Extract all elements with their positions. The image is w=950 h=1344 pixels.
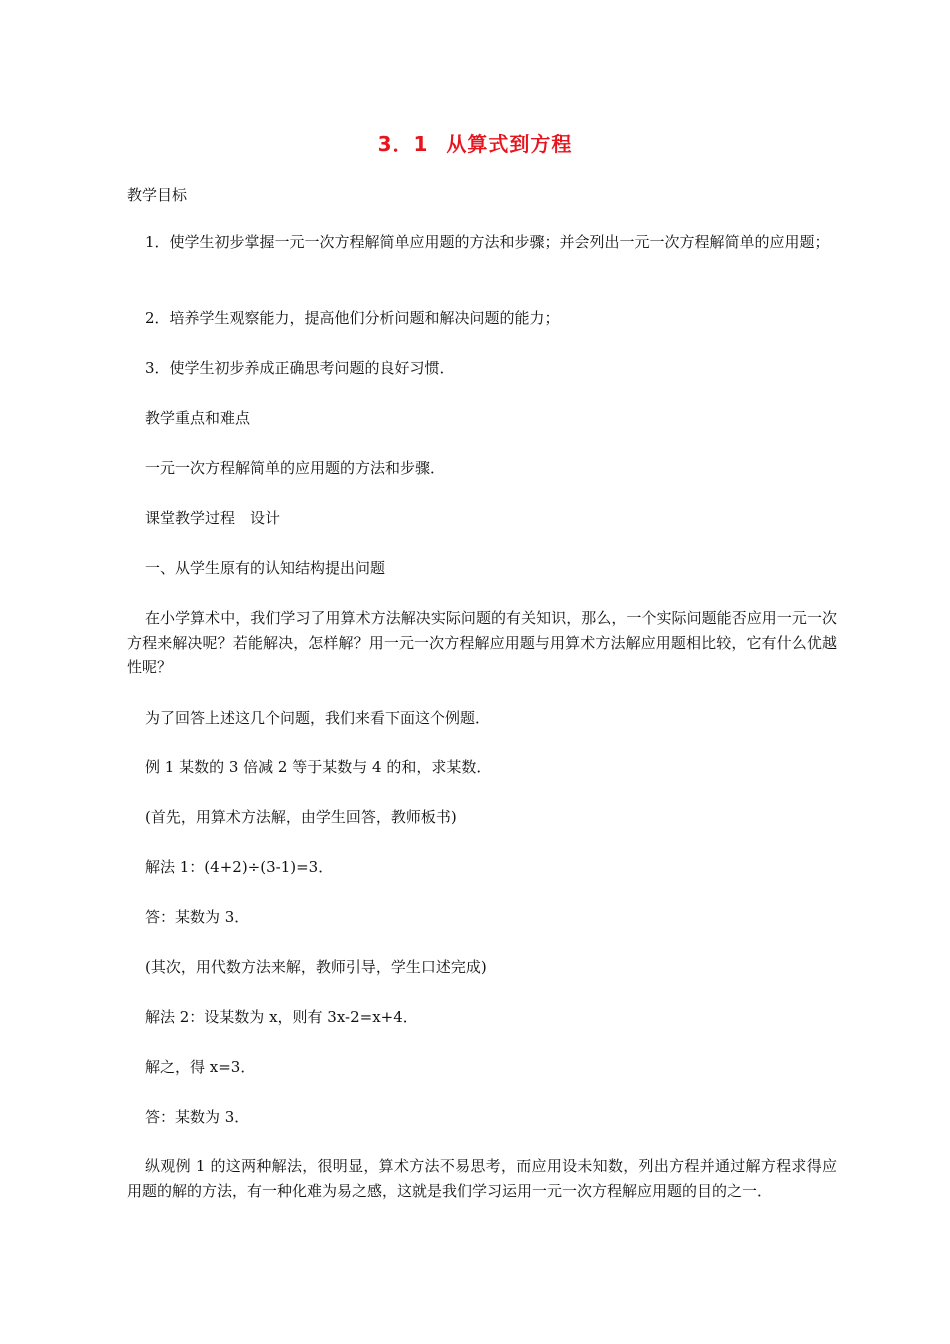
conclusion-paragraph: 纵观例 1 的这两种解法，很明显，算术方法不易思考，而应用设未知数，列出方程并通过解方程求得应用题的解的方法，有一种化难为易之感，这就是我们学习运用一元一次方程解应用题的目的之一． [127, 1157, 837, 1200]
heading-class-process: 课堂教学过程 设计 [145, 509, 281, 527]
title-text: 从算式到方程 [446, 132, 573, 156]
answer-2: 答：某数为 3． [145, 1108, 250, 1126]
page-title [0, 128, 950, 157]
solution-2: 解法 2：设某数为 x，则有 3x-2=x+4． [145, 1008, 418, 1026]
solution-1: 解法 1：(4+2)÷(3-1)=3． [145, 858, 334, 876]
intro-paragraph: 在小学算术中，我们学习了用算术方法解决实际问题的有关知识，那么，一个实际问题能否应用一元一次方程来解决呢？若能解决，怎样解？用一元一次方程解应用题与用算术方法解应用题相比较，它有什么优越性呢？ [127, 609, 837, 676]
note-arithmetic: (首先，用算术方法解，由学生回答，教师板书) [145, 808, 457, 826]
note-algebra: (其次，用代数方法来解，教师引导，学生口述完成) [145, 958, 487, 976]
answer-1: 答：某数为 3． [145, 908, 250, 926]
goal-3: 3．使学生初步养成正确思考问题的良好习惯． [145, 359, 455, 377]
heading-teaching-goals: 教学目标 [127, 186, 188, 204]
goal-2: 2．培养学生观察能力，提高他们分析问题和解决问题的能力； [145, 309, 560, 327]
example-1: 例 1 某数的 3 倍减 2 等于某数与 4 的和，求某数． [145, 758, 492, 776]
solve-step: 解之，得 x=3． [145, 1058, 256, 1076]
goal-1: 1．使学生初步掌握一元一次方程解简单应用题的方法和步骤；并会列出一元一次方程解简单的应用题； [145, 233, 830, 251]
section-number: 3．1 [377, 132, 429, 156]
section-one-heading: 一、从学生原有的认知结构提出问题 [145, 559, 386, 577]
transition-text: 为了回答上述这几个问题，我们来看下面这个例题． [145, 709, 491, 727]
heading-key-points: 教学重点和难点 [145, 409, 251, 427]
key-points-text: 一元一次方程解简单的应用题的方法和步骤． [145, 459, 446, 477]
